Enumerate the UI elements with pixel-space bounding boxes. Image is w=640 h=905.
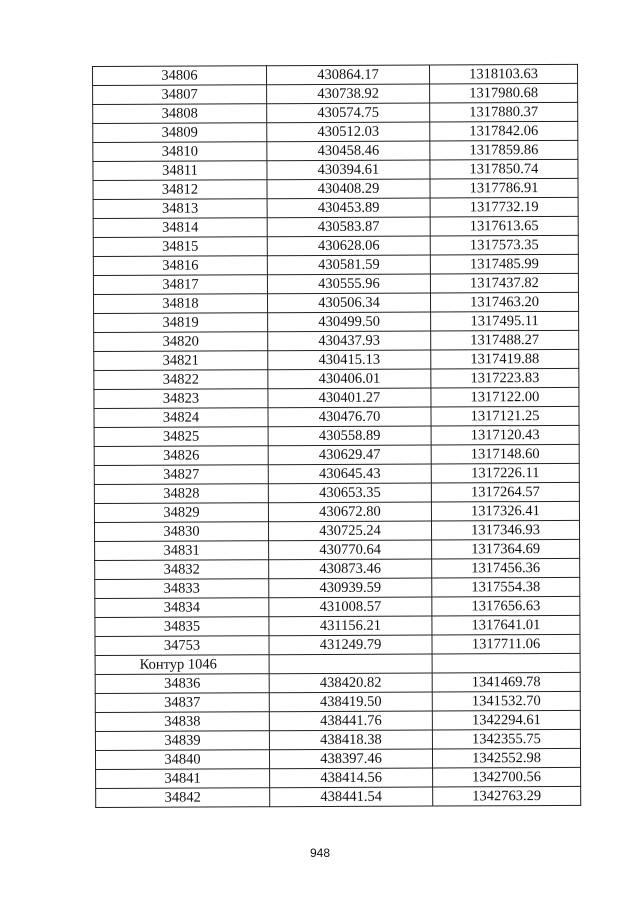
x-coordinate-cell: 430738.92 [267, 84, 430, 104]
x-coordinate-cell: 430476.70 [268, 407, 431, 427]
coordinates-table-body [93, 64, 581, 807]
x-coordinate-cell: 430628.06 [267, 236, 430, 256]
y-coordinate-cell: 1317346.93 [431, 520, 579, 540]
table-row [93, 83, 578, 104]
table-row [95, 558, 580, 579]
x-coordinate-cell: 430873.46 [269, 559, 432, 579]
empty-cell [269, 654, 432, 674]
table-row [94, 501, 579, 522]
point-id-cell: 34828 [94, 484, 268, 504]
point-id-cell: 34820 [94, 332, 268, 352]
y-coordinate-cell: 1317419.88 [431, 349, 579, 369]
x-coordinate-cell: 438419.50 [269, 692, 432, 712]
table-row [95, 691, 580, 712]
y-coordinate-cell: 1342552.98 [432, 748, 580, 768]
table-row [93, 235, 578, 256]
y-coordinate-cell: 1317437.82 [430, 273, 578, 293]
point-id-cell: 34840 [95, 750, 269, 770]
table-row [94, 311, 579, 332]
table-row [94, 482, 579, 503]
x-coordinate-cell: 430555.96 [267, 274, 430, 294]
table-row [93, 121, 578, 142]
y-coordinate-cell: 1317842.06 [430, 121, 578, 141]
point-id-cell: 34809 [93, 123, 267, 143]
x-coordinate-cell: 430864.17 [267, 65, 430, 85]
x-coordinate-cell: 431156.21 [269, 616, 432, 636]
table-row [94, 368, 579, 389]
x-coordinate-cell: 430629.47 [268, 445, 431, 465]
y-coordinate-cell: 1317463.20 [430, 292, 578, 312]
y-coordinate-cell: 1317980.68 [430, 83, 578, 103]
x-coordinate-cell: 438397.46 [269, 749, 432, 769]
point-id-cell: 34835 [95, 617, 269, 637]
table-row [94, 330, 579, 351]
y-coordinate-cell: 1317120.43 [431, 425, 579, 445]
y-coordinate-cell: 1317121.25 [431, 406, 579, 426]
point-id-cell: 34832 [95, 560, 269, 580]
table-row [95, 748, 580, 769]
table-row [93, 102, 578, 123]
point-id-cell: 34811 [93, 161, 267, 181]
table-row [93, 216, 578, 237]
point-id-cell: 34837 [95, 693, 269, 713]
point-id-cell: 34807 [93, 85, 267, 105]
y-coordinate-cell: 1317495.11 [431, 311, 579, 331]
y-coordinate-cell: 1317641.01 [432, 615, 580, 635]
table-row [93, 273, 578, 294]
point-id-cell: 34833 [95, 579, 269, 599]
point-id-cell: 34816 [93, 256, 267, 276]
table-row [94, 387, 579, 408]
x-coordinate-cell: 430558.89 [268, 426, 431, 446]
point-id-cell: 34831 [95, 541, 269, 561]
table-row [93, 254, 578, 275]
x-coordinate-cell: 430725.24 [268, 521, 431, 541]
y-coordinate-cell: 1317732.19 [430, 197, 578, 217]
coordinates-table [92, 64, 581, 808]
y-coordinate-cell: 1317456.36 [432, 558, 580, 578]
table-row [96, 767, 581, 788]
x-coordinate-cell: 431008.57 [269, 597, 432, 617]
table-row [93, 64, 578, 85]
point-id-cell: 34824 [94, 408, 268, 428]
x-coordinate-cell: 430408.29 [267, 179, 430, 199]
point-id-cell: 34836 [95, 674, 269, 694]
page-number: 948 [309, 846, 331, 860]
table-row [96, 786, 581, 807]
table-row [94, 463, 579, 484]
table-row [95, 539, 580, 560]
table-row [93, 197, 578, 218]
y-coordinate-cell: 1317573.35 [430, 235, 578, 255]
table-row [94, 425, 579, 446]
table-row [94, 349, 579, 370]
y-coordinate-cell: 1317488.27 [431, 330, 579, 350]
x-coordinate-cell: 430645.43 [268, 464, 431, 484]
table-row [94, 444, 579, 465]
x-coordinate-cell: 438441.76 [269, 711, 432, 731]
y-coordinate-cell: 1317122.00 [431, 387, 579, 407]
point-id-cell: 34822 [94, 370, 268, 390]
x-coordinate-cell: 430939.59 [269, 578, 432, 598]
y-coordinate-cell: 1317148.60 [431, 444, 579, 464]
table-row [95, 615, 580, 636]
x-coordinate-cell: 430415.13 [268, 350, 431, 370]
empty-cell [432, 653, 580, 673]
point-id-cell: 34821 [94, 351, 268, 371]
point-id-cell: 34810 [93, 142, 267, 162]
x-coordinate-cell: 431249.79 [269, 635, 432, 655]
table-row [95, 710, 580, 731]
y-coordinate-cell: 1342700.56 [433, 767, 581, 787]
y-coordinate-cell: 1317264.57 [431, 482, 579, 502]
x-coordinate-cell: 430583.87 [267, 217, 430, 237]
x-coordinate-cell: 430770.64 [269, 540, 432, 560]
point-id-cell: 34839 [95, 731, 269, 751]
point-id-cell: 34806 [93, 66, 267, 86]
table-row [95, 729, 580, 750]
point-id-cell: 34753 [95, 636, 269, 656]
y-coordinate-cell: 1318103.63 [429, 64, 577, 84]
point-id-cell: 34834 [95, 598, 269, 618]
x-coordinate-cell: 430506.34 [267, 293, 430, 313]
table-row [95, 634, 580, 655]
x-coordinate-cell: 430437.93 [268, 331, 431, 351]
x-coordinate-cell: 438420.82 [269, 673, 432, 693]
x-coordinate-cell: 430394.61 [267, 160, 430, 180]
table-row [94, 520, 579, 541]
y-coordinate-cell: 1317880.37 [430, 102, 578, 122]
x-coordinate-cell: 430401.27 [268, 388, 431, 408]
y-coordinate-cell: 1317850.74 [430, 159, 578, 179]
point-id-cell: 34825 [94, 427, 268, 447]
x-coordinate-cell: 430581.59 [267, 255, 430, 275]
point-id-cell: 34823 [94, 389, 268, 409]
table-row [93, 159, 578, 180]
y-coordinate-cell: 1341469.78 [432, 672, 580, 692]
y-coordinate-cell: 1317554.38 [432, 577, 580, 597]
point-id-cell: 34813 [93, 199, 267, 219]
y-coordinate-cell: 1317613.65 [430, 216, 578, 236]
y-coordinate-cell: 1317326.41 [431, 501, 579, 521]
contour-header-row [95, 653, 580, 674]
point-id-cell: 34814 [93, 218, 267, 238]
y-coordinate-cell: 1317859.86 [430, 140, 578, 160]
table-row [95, 672, 580, 693]
table-row [95, 596, 580, 617]
y-coordinate-cell: 1317711.06 [432, 634, 580, 654]
x-coordinate-cell: 430499.50 [268, 312, 431, 332]
x-coordinate-cell: 430458.46 [267, 141, 430, 161]
point-id-cell: 34830 [94, 522, 268, 542]
x-coordinate-cell: 438418.38 [269, 730, 432, 750]
point-id-cell: 34812 [93, 180, 267, 200]
x-coordinate-cell: 430453.89 [267, 198, 430, 218]
y-coordinate-cell: 1342763.29 [433, 786, 581, 806]
point-id-cell: 34842 [96, 788, 270, 808]
x-coordinate-cell: 430574.75 [267, 103, 430, 123]
point-id-cell: 34819 [94, 313, 268, 333]
point-id-cell: 34815 [93, 237, 267, 257]
point-id-cell: 34818 [93, 294, 267, 314]
point-id-cell: 34808 [93, 104, 267, 124]
x-coordinate-cell: 430653.35 [268, 483, 431, 503]
x-coordinate-cell: 438414.56 [270, 768, 433, 788]
point-id-cell: 34841 [96, 769, 270, 789]
y-coordinate-cell: 1317226.11 [431, 463, 579, 483]
point-id-cell: 34838 [95, 712, 269, 732]
x-coordinate-cell: 438441.54 [270, 787, 433, 807]
point-id-cell: 34829 [94, 503, 268, 523]
table-row [93, 140, 578, 161]
x-coordinate-cell: 430512.03 [267, 122, 430, 142]
x-coordinate-cell: 430672.80 [268, 502, 431, 522]
y-coordinate-cell: 1341532.70 [432, 691, 580, 711]
y-coordinate-cell: 1317223.83 [431, 368, 579, 388]
y-coordinate-cell: 1317786.91 [430, 178, 578, 198]
table-row [93, 292, 578, 313]
point-id-cell: 34827 [94, 465, 268, 485]
y-coordinate-cell: 1317485.99 [430, 254, 578, 274]
y-coordinate-cell: 1342355.75 [432, 729, 580, 749]
y-coordinate-cell: 1317364.69 [432, 539, 580, 559]
y-coordinate-cell: 1342294.61 [432, 710, 580, 730]
table-row [95, 577, 580, 598]
contour-label: Контур 1046 [95, 655, 269, 675]
point-id-cell: 34826 [94, 446, 268, 466]
x-coordinate-cell: 430406.01 [268, 369, 431, 389]
table-row [94, 406, 579, 427]
y-coordinate-cell: 1317656.63 [432, 596, 580, 616]
table-row [93, 178, 578, 199]
point-id-cell: 34817 [93, 275, 267, 295]
